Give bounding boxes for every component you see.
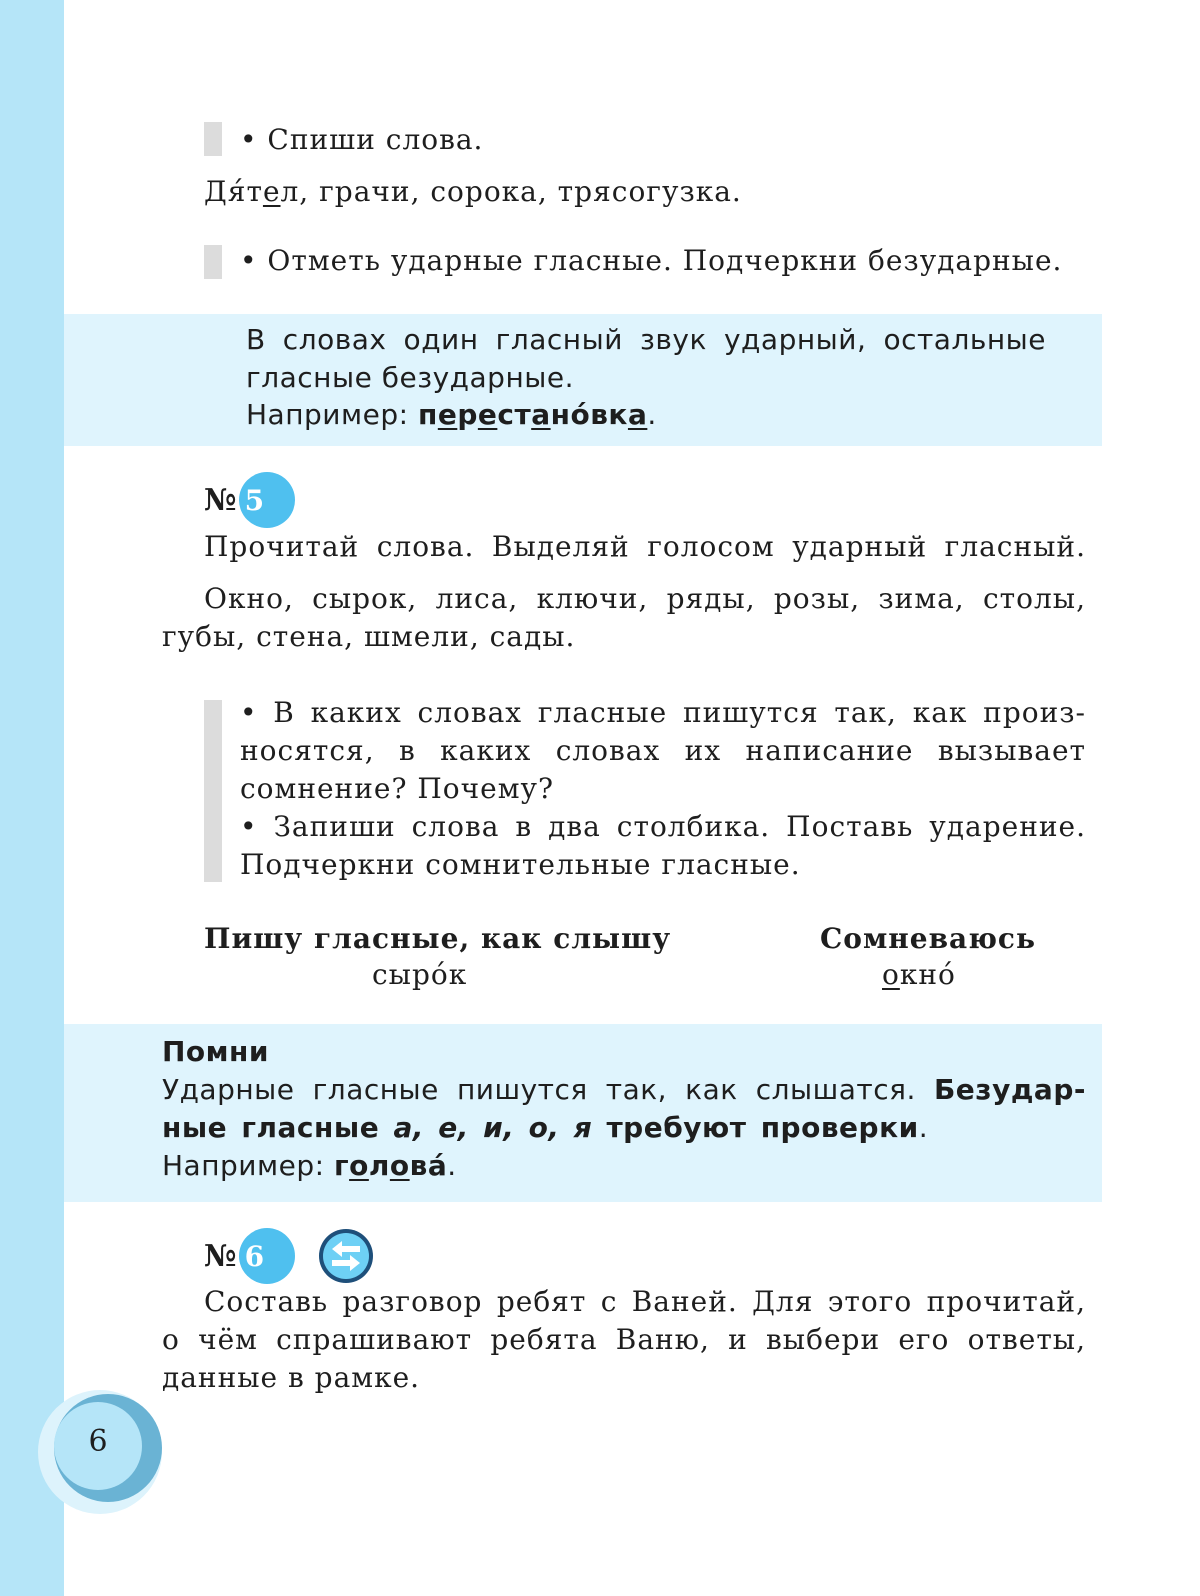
instruction-copy-words: • Спиши слова.: [240, 123, 484, 156]
rule-line: ные гласные а, е, и, о, я требуют проверки.: [162, 1111, 929, 1144]
task-marker-bar: [204, 122, 222, 156]
rule-line: Ударные гласные пишутся так, как слышатся. Безудар-: [162, 1073, 1086, 1106]
column-example-word: сыро́к: [372, 958, 468, 991]
task-marker-bar: [204, 700, 222, 882]
exercise-number-circle: 5: [239, 472, 295, 528]
page-number: 6: [88, 1424, 108, 1459]
swap-arrows-icon: [318, 1228, 374, 1284]
exercise-5-words: Окно, сырок, лиса, ключи, ряды, розы, зима, столы,: [204, 582, 1086, 615]
exercise-5-question: Подчеркни сомнительные гласные.: [240, 848, 801, 881]
exercise-6-task: о чём спрашивают ребята Ваню, и выбери его ответы,: [162, 1323, 1086, 1356]
rule-line: гласные безударные.: [246, 361, 574, 394]
rule-title: Помни: [162, 1035, 270, 1068]
exercise-6-task: данные в рамке.: [162, 1361, 421, 1394]
task-marker-bar: [204, 245, 222, 279]
column-example-word: окно́: [882, 958, 956, 991]
rule-line: В словах один гласный звук ударный, остальные: [246, 323, 1046, 356]
exercise-5-words: губы, стена, шмели, сады.: [162, 620, 576, 653]
left-margin-strip: [0, 0, 64, 1596]
exercise-6-task: Составь разговор ребят с Ваней. Для этого прочитай,: [204, 1285, 1086, 1318]
rule-example: Например: перестано́вка.: [246, 398, 657, 431]
exercise-5-question: носятся, в каких словах их написание вызывает: [240, 734, 1086, 767]
exercise-number-5: № 5: [204, 472, 295, 528]
instruction-mark-stress: • Отметь ударные гласные. Подчеркни безударные.: [240, 244, 1063, 277]
column-heading-doubt: Сомневаюсь: [820, 922, 1036, 955]
exercise-5-question: • Запиши слова в два столбика. Поставь ударение.: [240, 810, 1086, 843]
rule-example: Например: голова́.: [162, 1149, 457, 1182]
exercise-5-question: сомнение? Почему?: [240, 772, 554, 805]
words-to-copy: Дятел, грачи, сорока, трясогузка.: [204, 175, 742, 208]
exercise-5-task: Прочитай слова. Выделяй голосом ударный гласный.: [204, 530, 1086, 563]
exercise-number-6: № 6: [204, 1228, 295, 1284]
exercise-number-circle: 6: [239, 1228, 295, 1284]
exercise-5-question: • В каких словах гласные пишутся так, как произ-: [240, 696, 1086, 729]
column-heading-as-heard: Пишу гласные, как слышу: [204, 922, 672, 955]
